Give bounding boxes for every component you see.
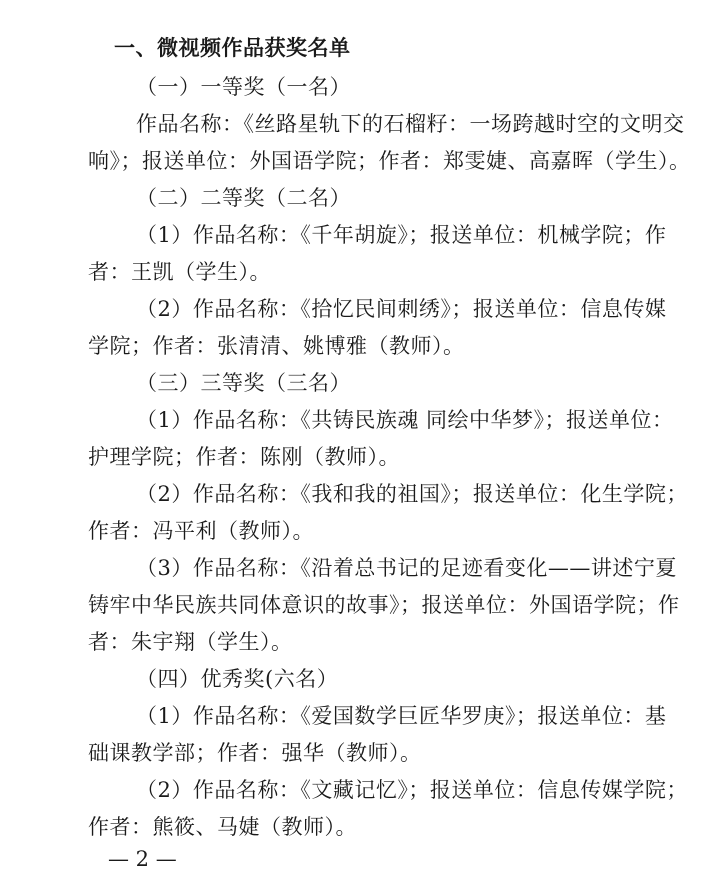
section-title: 一、微视频作品获奖名单 [114,36,351,60]
text-line: （2）作品名称：《拾忆民间刺绣》；报送单位：信息传媒 [136,297,667,321]
award-heading-first: （一）一等奖（一名） [136,75,351,99]
text-line: 铸牢中华民族共同体意识的故事》；报送单位：外国语学院；作 [88,593,680,617]
page-number: — 2 — [108,847,177,871]
text-line: 础课教学部；作者：强华（教师）。 [88,741,422,765]
text-line: 作者：熊筱、马婕（教师）。 [88,815,357,839]
text-line: （1）作品名称：《共铸民族魂 同绘中华梦》；报送单位： [136,408,674,432]
text-line: 护理学院；作者：陈刚（教师）。 [88,445,400,469]
text-line: 作者：冯平利（教师）。 [88,519,314,543]
text-line: （3）作品名称：《沿着总书记的足迹看变化——讲述宁夏 [136,556,677,580]
text-line: （1）作品名称：《千年胡旋》；报送单位：机械学院；作 [136,223,667,247]
award-heading-third: （三）三等奖（三名） [136,371,351,395]
text-line: 者：王凯（学生）。 [88,260,271,284]
award-heading-honorable: （四）优秀奖(六名） [136,667,339,691]
text-line: 作品名称：《丝路星轨下的石榴籽：一场跨越时空的文明交 [136,112,685,136]
text-line: （2）作品名称：《我和我的祖国》；报送单位：化生学院； [136,482,688,506]
award-heading-second: （二）二等奖（二名） [136,186,351,210]
text-line: 学院；作者：张清清、姚博雅（教师）。 [88,334,465,358]
text-line: （2）作品名称：《文藏记忆》；报送单位：信息传媒学院； [136,778,688,802]
text-line: （1）作品名称：《爱国数学巨匠华罗庚》；报送单位：基 [136,704,667,728]
text-line: 响》；报送单位：外国语学院；作者：郑雯婕、高嘉晖（学生）。 [88,149,691,173]
text-line: 者：朱宇翔（学生）。 [88,630,293,654]
